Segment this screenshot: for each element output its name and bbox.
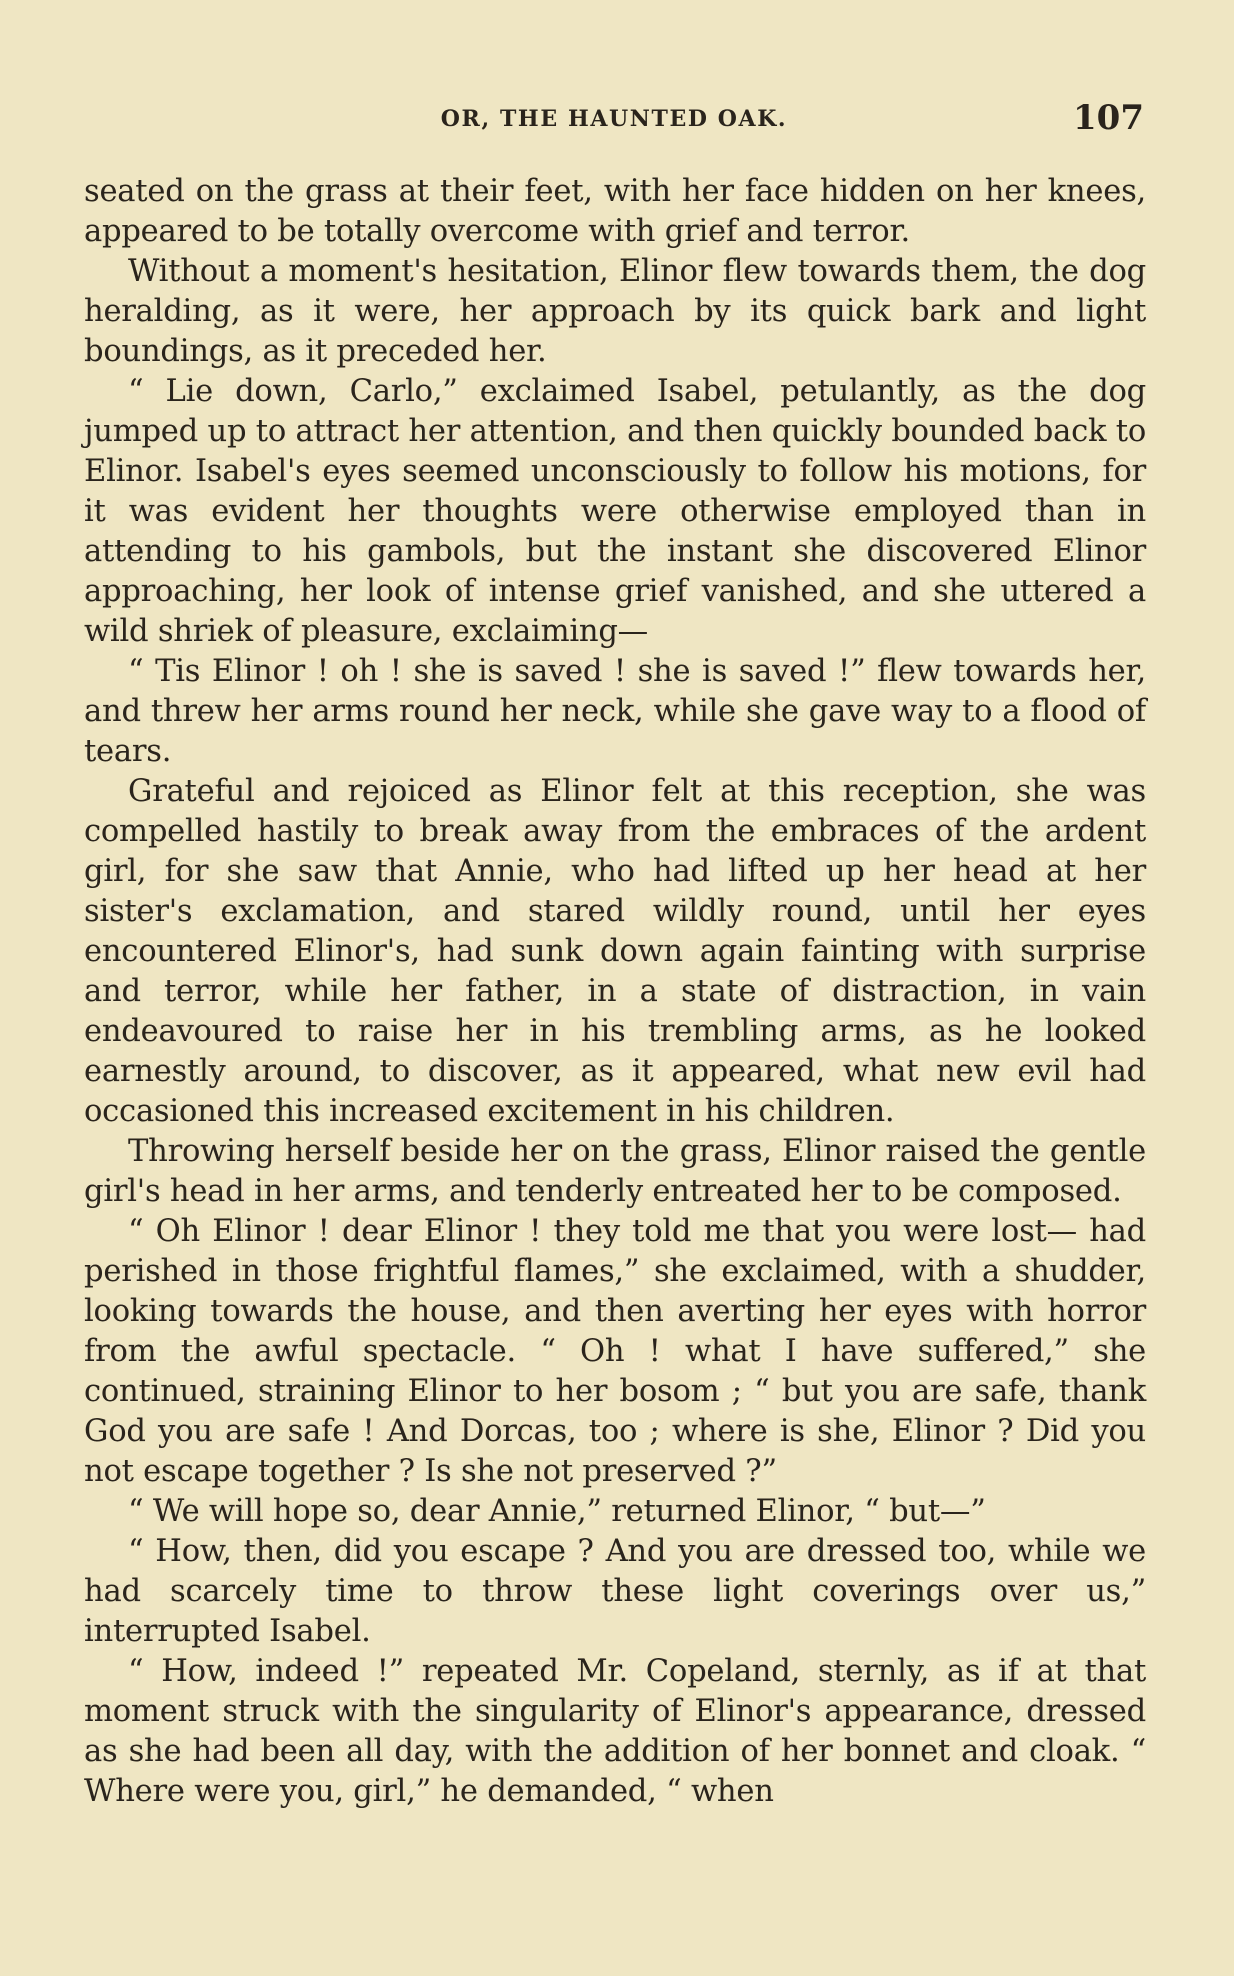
paragraph: Without a moment's hesitation, Elinor flew towards them, the dog heralding, as it were, her approach by its quick bark and light boundings, as it preceded her. xyxy=(84,254,1146,369)
paragraph: “ Oh Elinor ! dear Elinor ! they told me that you were lost— had perished in those frightful flames,” she exclaimed, with a shudder, looking towards the house, and then averting her eyes with horror from the awful spectacle. “ Oh ! what I have suffered,” she continued, straining Elinor to her bosom ; “ but you are safe, thank God you are safe ! And Dorcas, too ; where is she, Elinor ? Did you not escape together ? Is she not preserved ?” xyxy=(84,1214,1146,1489)
paragraph: Grateful and rejoiced as Elinor felt at this reception, she was compelled hastily to break away from the embraces of the ardent girl, for she saw that Annie, who had lifted up her head at her sister's exclamation, and stared wildly round, until her eyes encountered Elinor's, had sunk down again fainting with surprise and terror, while her father, in a state of distraction, in vain endeavoured to raise her in his trembling arms, as he looked earnestly around, to discover, as it appeared, what new evil had occasioned this increased excitement in his children. xyxy=(84,774,1146,1129)
paragraph: “ How, indeed !” repeated Mr. Copeland, sternly, as if at that moment struck with the singularity of Elinor's appearance, dressed as she had been all day, with the addition of her bonnet and cloak. “ Where were you, girl,” he demanded, “ when xyxy=(84,1654,1146,1809)
paragraph: seated on the grass at their feet, with her face hidden on her knees, appeared to be totally overcome with grief and terror. xyxy=(84,174,1146,249)
page-number: 107 xyxy=(1073,98,1144,138)
paragraph: “ We will hope so, dear Annie,” returned Elinor, “ but—” xyxy=(128,1494,986,1529)
paragraph: Throwing herself beside her on the grass, Elinor raised the gentle girl's head in her arms, and tenderly entreated her to be composed. xyxy=(84,1134,1146,1209)
paragraph: “ How, then, did you escape ? And you are dressed too, while we had scarcely time to throw these light coverings over us,” interrupted Isabel. xyxy=(84,1534,1146,1649)
paragraph: “ Lie down, Carlo,” exclaimed Isabel, petulantly, as the dog jumped up to attract her attention, and then quickly bounded back to Elinor. Isabel's eyes seemed unconsciously to follow his motions, for it was evident her thoughts were otherwise employed than in attending to his gambols, but the instant she discovered Elinor approaching, her look of intense grief vanished, and she uttered a wild shriek of pleasure, exclaiming— xyxy=(84,374,1146,649)
paragraph: “ Tis Elinor ! oh ! she is saved ! she is saved !” flew towards her, and threw her arms round her neck, while she gave way to a flood of tears. xyxy=(84,654,1146,769)
body-text xyxy=(84,172,1146,1812)
running-title: OR, THE HAUNTED OAK. xyxy=(440,106,788,132)
running-header xyxy=(84,98,1144,142)
